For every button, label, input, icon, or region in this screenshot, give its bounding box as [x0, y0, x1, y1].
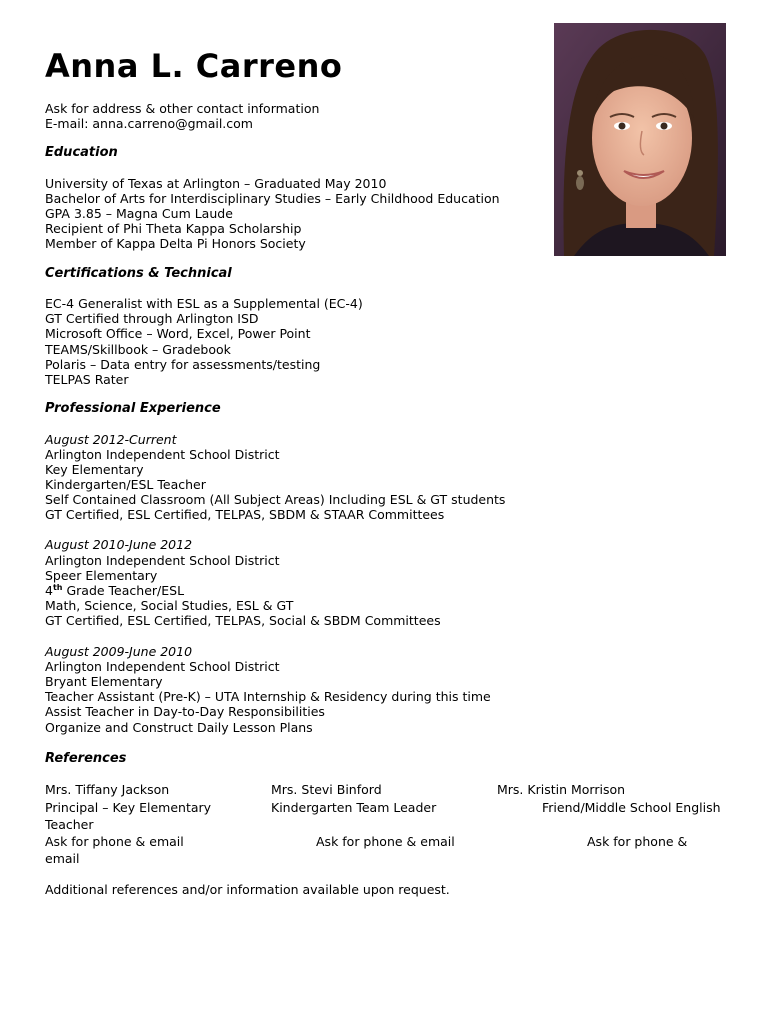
job-dates: August 2009-June 2010 — [45, 644, 193, 659]
job-line: Organize and Construct Daily Lesson Plans — [45, 720, 313, 735]
job-line-grade — [45, 583, 184, 598]
profile-photo — [554, 23, 726, 256]
job-line: Arlington Independent School District — [45, 447, 280, 462]
job-line: Math, Science, Social Studies, ESL & GT — [45, 598, 294, 613]
reference-title: Principal – Key Elementary — [45, 800, 212, 815]
reference-contact-wrap: email — [45, 851, 80, 866]
education-line: GPA 3.85 – Magna Cum Laude — [45, 206, 233, 221]
job-line: Speer Elementary — [45, 568, 158, 583]
additional-references-note: Additional references and/or information available upon request. — [45, 882, 450, 897]
education-line: Bachelor of Arts for Interdisciplinary Studies – Early Childhood Education — [45, 191, 500, 206]
reference-title: Kindergarten Team Leader — [271, 800, 437, 815]
certification-line: GT Certified through Arlington ISD — [45, 311, 259, 326]
candidate-name: Anna L. Carreno — [45, 47, 343, 85]
job-line: Teacher Assistant (Pre-K) – UTA Internship & Residency during this time — [45, 689, 491, 704]
job-line: Bryant Elementary — [45, 674, 163, 689]
job-line: Arlington Independent School District — [45, 553, 280, 568]
experience-heading: Professional Experience — [45, 401, 221, 416]
certification-line: Polaris – Data entry for assessments/testing — [45, 357, 321, 372]
job-dates: August 2012-Current — [45, 432, 177, 447]
reference-name: Mrs. Stevi Binford — [271, 782, 382, 797]
grade-number: 4 — [45, 583, 53, 598]
job-line: Key Elementary — [45, 462, 144, 477]
reference-title: Friend/Middle School English — [542, 800, 721, 815]
reference-name: Mrs. Kristin Morrison — [497, 782, 626, 797]
job-dates: August 2010-June 2012 — [45, 537, 193, 552]
education-heading: Education — [45, 145, 118, 160]
certifications-heading: Certifications & Technical — [45, 266, 232, 281]
certification-line: EC-4 Generalist with ESL as a Supplemental (EC-4) — [45, 296, 363, 311]
job-line: Assist Teacher in Day-to-Day Responsibilities — [45, 704, 325, 719]
job-line: Kindergarten/ESL Teacher — [45, 477, 206, 492]
reference-name: Mrs. Tiffany Jackson — [45, 782, 170, 797]
education-line: University of Texas at Arlington – Graduated May 2010 — [45, 176, 387, 191]
certification-line: Microsoft Office – Word, Excel, Power Point — [45, 326, 311, 341]
contact-info: Ask for address & other contact information — [45, 101, 320, 116]
certification-line: TELPAS Rater — [45, 372, 129, 387]
reference-contact: Ask for phone & email — [45, 834, 184, 849]
reference-contact: Ask for phone & email — [316, 834, 455, 849]
certification-line: TEAMS/Skillbook – Gradebook — [45, 342, 231, 357]
job-line: GT Certified, ESL Certified, TELPAS, SBDM & STAAR Committees — [45, 507, 445, 522]
education-line: Recipient of Phi Theta Kappa Scholarship — [45, 221, 302, 236]
grade-title: Grade Teacher/ESL — [62, 583, 185, 598]
email-line[interactable]: E-mail: anna.carreno@gmail.com — [45, 116, 253, 131]
job-line: Self Contained Classroom (All Subject Areas) Including ESL & GT students — [45, 492, 506, 507]
references-heading: References — [45, 751, 127, 766]
grade-ordinal: th — [52, 583, 63, 592]
job-line: GT Certified, ESL Certified, TELPAS, Social & SBDM Committees — [45, 613, 441, 628]
reference-contact: Ask for phone & — [587, 834, 688, 849]
reference-title-wrap: Teacher — [45, 817, 94, 832]
job-line: Arlington Independent School District — [45, 659, 280, 674]
education-line: Member of Kappa Delta Pi Honors Society — [45, 236, 306, 251]
